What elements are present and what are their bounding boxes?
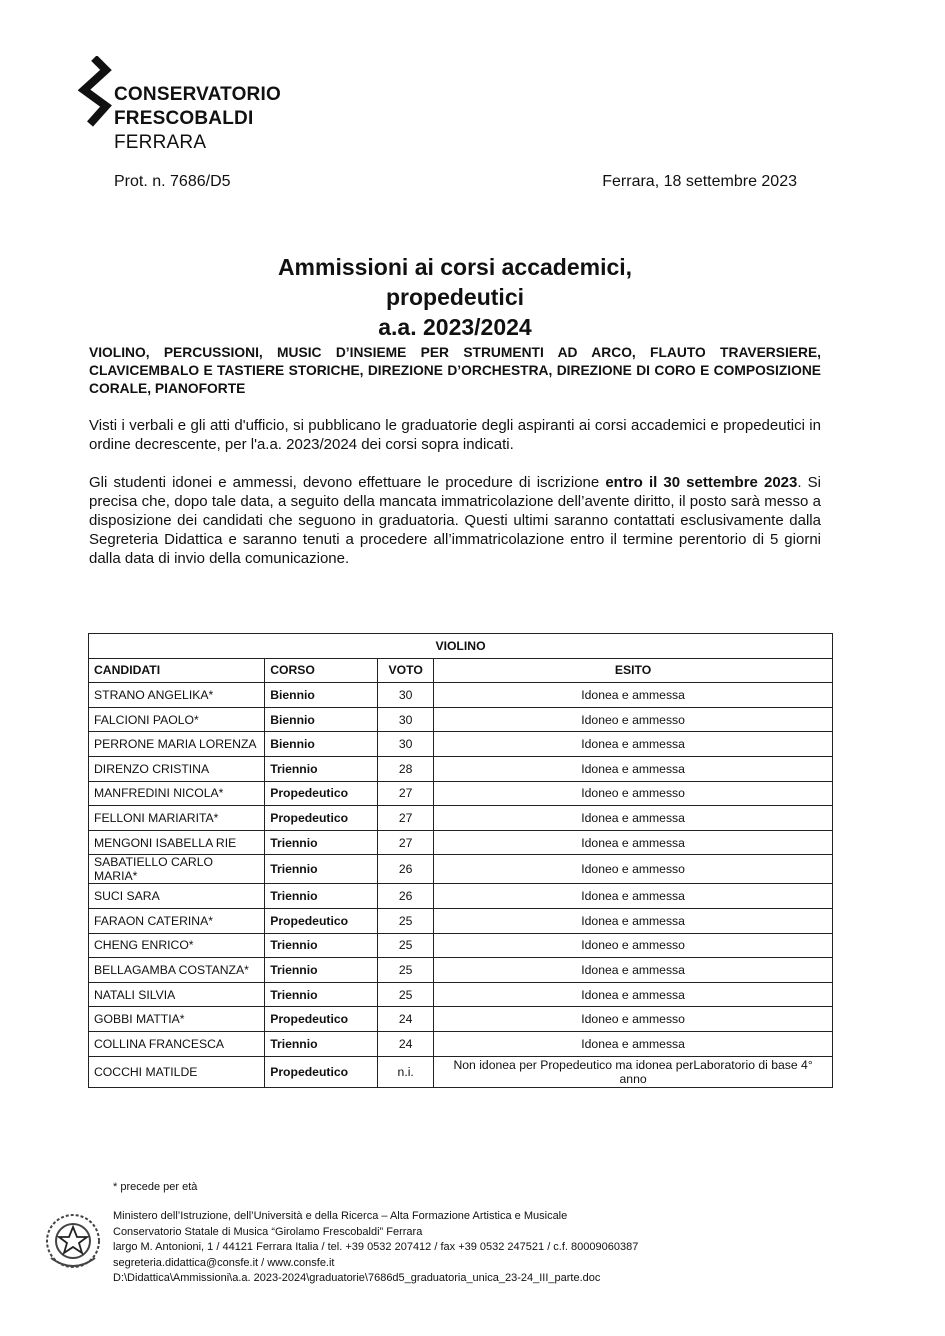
footer-institution: Conservatorio Statale di Musica “Girolamo Frescobaldi” Ferrara — [113, 1225, 423, 1238]
score: 30 — [378, 732, 434, 757]
course: Propedeutico — [265, 1056, 378, 1087]
score: 25 — [378, 982, 434, 1007]
score: 24 — [378, 1031, 434, 1056]
table-row — [89, 756, 833, 781]
candidate-name: COLLINA FRANCESCA — [89, 1031, 265, 1056]
candidate-name: STRANO ANGELIKA* — [89, 683, 265, 708]
outcome: Idonea e ammessa — [434, 756, 833, 781]
table-row — [89, 781, 833, 806]
outcome: Idonea e ammessa — [434, 683, 833, 708]
enrollment-paragraph — [89, 473, 821, 568]
score: 25 — [378, 908, 434, 933]
table-row — [89, 884, 833, 909]
outcome: Idonea e ammessa — [434, 982, 833, 1007]
header-corso: CORSO — [265, 658, 378, 683]
outcome: Idonea e ammessa — [434, 830, 833, 855]
candidate-name: GOBBI MATTIA* — [89, 1007, 265, 1032]
score: 26 — [378, 884, 434, 909]
ranking-table — [88, 633, 833, 1088]
score: 27 — [378, 830, 434, 855]
table-row — [89, 958, 833, 983]
candidate-name: SUCI SARA — [89, 884, 265, 909]
score: 28 — [378, 756, 434, 781]
outcome: Idoneo e ammesso — [434, 855, 833, 884]
footer — [113, 1209, 638, 1287]
candidate-name: FARAON CATERINA* — [89, 908, 265, 933]
enrollment-deadline: entro il 30 settembre 2023 — [605, 474, 798, 491]
footer-ministry: Ministero dell’Istruzione, dell’Università e della Ricerca – Alta Formazione Artistica e Musicale — [113, 1210, 568, 1222]
outcome: Idonea e ammessa — [434, 908, 833, 933]
table-row — [89, 855, 833, 884]
candidate-name: FALCIONI PAOLO* — [89, 707, 265, 732]
table-row — [89, 732, 833, 757]
subjects-list: VIOLINO, PERCUSSIONI, MUSIC D’INSIEME PER STRUMENTI AD ARCO, FLAUTO TRAVERSIERE, CLAVICEMBALO E TASTIERE STORICHE, DIREZIONE D’ORCHESTRA, DIREZIONE DI CORO E COMPOSIZIONE CORALE, PIANOFORTE — [89, 345, 821, 396]
candidate-name: DIRENZO CRISTINA — [89, 756, 265, 781]
course: Triennio — [265, 958, 378, 983]
enrollment-text-after: . Si precisa che, dopo tale data, a seguito della mancata immatricolazione dell’avente diritto, il posto sarà messo a disposizione dei candidati che seguono in graduatoria. Questi ultimi saranno contattati esclusivamente dalla Segreteria Didattica e saranno tenuti a procedere all’immatricolazione entro il termine perentorio di 5 giorni dalla data di invio della comunicazione. — [89, 474, 821, 567]
course: Biennio — [265, 683, 378, 708]
outcome: Idonea e ammessa — [434, 806, 833, 831]
score: 30 — [378, 683, 434, 708]
course: Propedeutico — [265, 781, 378, 806]
logo-line-3: FERRARA — [114, 132, 207, 153]
candidate-name: NATALI SILVIA — [89, 982, 265, 1007]
table-row — [89, 1007, 833, 1032]
score: 25 — [378, 958, 434, 983]
course: Biennio — [265, 707, 378, 732]
conservatory-logo — [78, 56, 318, 156]
course: Triennio — [265, 756, 378, 781]
outcome: Idoneo e ammesso — [434, 1007, 833, 1032]
table-row — [89, 1031, 833, 1056]
course: Triennio — [265, 933, 378, 958]
table-row — [89, 908, 833, 933]
score: n.i. — [378, 1056, 434, 1087]
title-line-1: Ammissioni ai corsi accademici, — [277, 254, 633, 280]
outcome: Idoneo e ammesso — [434, 707, 833, 732]
candidate-name: PERRONE MARIA LORENZA — [89, 732, 265, 757]
candidate-name: COCCHI MATILDE — [89, 1056, 265, 1087]
enrollment-text-before: Gli studenti idonei e ammessi, devono effettuare le procedure di iscrizione — [89, 474, 606, 491]
outcome: Idonea e ammessa — [434, 732, 833, 757]
table-row — [89, 933, 833, 958]
candidate-name: MENGONI ISABELLA RIE — [89, 830, 265, 855]
footer-address: largo M. Antonioni, 1 / 44121 Ferrara Italia / tel. +39 0532 207412 / fax +39 0532 247521 / c.f. 80009060387 — [113, 1241, 639, 1254]
course: Propedeutico — [265, 1007, 378, 1032]
outcome: Idonea e ammessa — [434, 884, 833, 909]
table-row — [89, 982, 833, 1007]
intro-paragraph: Visti i verbali e gli atti d'ufficio, si pubblicano le graduatorie degli aspiranti ai corsi accademici e propedeutici in ordine decrescente, per l'a.a. 2023/2024 dei corsi sopra indicati. — [89, 417, 821, 453]
document-date: Ferrara, 18 settembre 2023 — [602, 173, 797, 190]
table-row — [89, 830, 833, 855]
header-voto: VOTO — [378, 658, 434, 683]
candidate-name: FELLONI MARIARITA* — [89, 806, 265, 831]
candidate-name: CHENG ENRICO* — [89, 933, 265, 958]
score: 27 — [378, 781, 434, 806]
outcome: Non idonea per Propedeutico ma idonea perLaboratorio di base 4° anno — [434, 1056, 833, 1087]
header-esito: ESITO — [434, 658, 833, 683]
outcome: Idonea e ammessa — [434, 1031, 833, 1056]
header-candidati: CANDIDATI — [89, 658, 265, 683]
course: Triennio — [265, 982, 378, 1007]
course: Propedeutico — [265, 908, 378, 933]
course: Biennio — [265, 732, 378, 757]
course: Triennio — [265, 855, 378, 884]
table-row — [89, 683, 833, 708]
score: 30 — [378, 707, 434, 732]
score: 25 — [378, 933, 434, 958]
score: 24 — [378, 1007, 434, 1032]
score: 26 — [378, 855, 434, 884]
italian-republic-emblem-icon — [43, 1210, 103, 1274]
score: 27 — [378, 806, 434, 831]
table-row — [89, 707, 833, 732]
outcome: Idonea e ammessa — [434, 958, 833, 983]
footnote: * precede per età — [113, 1181, 198, 1193]
logo-line-1: CONSERVATORIO — [114, 84, 281, 105]
table-caption: VIOLINO — [89, 634, 833, 659]
title-line-3: a.a. 2023/2024 — [378, 314, 532, 340]
candidate-name: MANFREDINI NICOLA* — [89, 781, 265, 806]
outcome: Idoneo e ammesso — [434, 933, 833, 958]
protocol-number: Prot. n. 7686/D5 — [114, 173, 231, 190]
candidate-name: SABATIELLO CARLO MARIA* — [89, 855, 265, 884]
table-row — [89, 806, 833, 831]
title-line-2: propedeutici — [385, 284, 524, 310]
outcome: Idoneo e ammesso — [434, 781, 833, 806]
table-row — [89, 1056, 833, 1087]
candidate-name: BELLAGAMBA COSTANZA* — [89, 958, 265, 983]
course: Triennio — [265, 884, 378, 909]
footer-contacts: segreteria.didattica@consfe.it / www.consfe.it — [113, 1256, 335, 1269]
course: Propedeutico — [265, 806, 378, 831]
logo-mark-icon — [78, 56, 112, 128]
course: Triennio — [265, 830, 378, 855]
footer-file-path: D:\Didattica\Ammissioni\a.a. 2023-2024\graduatorie\7686d5_graduatoria_unica_23-24_III_parte.doc — [113, 1272, 601, 1285]
logo-line-2: FRESCOBALDI — [114, 108, 254, 129]
course: Triennio — [265, 1031, 378, 1056]
